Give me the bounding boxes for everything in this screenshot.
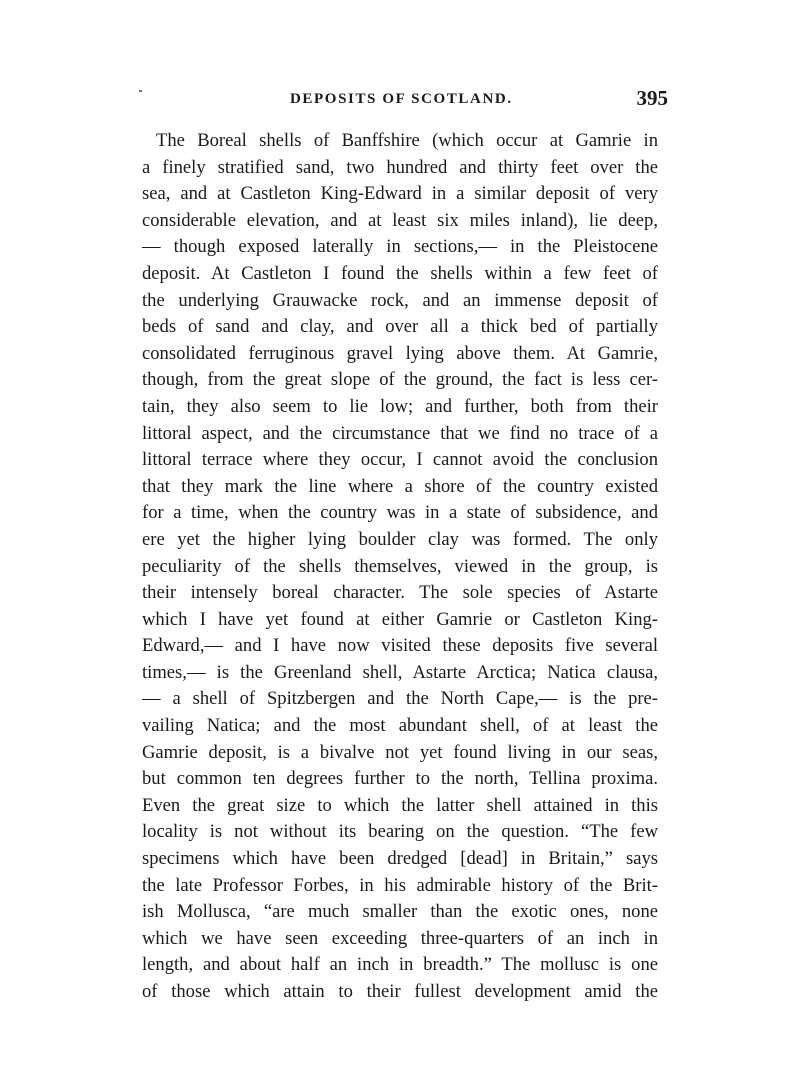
text-line: — a shell of Spitzbergen and the North Cape,— is the pre-: [142, 688, 658, 710]
text-line: the late Professor Forbes, in his admirable history of the Brit-: [142, 874, 658, 896]
text-line: tain, they also seem to lie low; and further, both from their: [142, 395, 658, 417]
text-line: specimens which have been dredged [dead] in Britain,” says: [142, 848, 658, 870]
text-line: The Boreal shells of Banffshire (which occur at Gamrie in: [156, 130, 658, 151]
text-line: which we have seen exceeding three-quarters of an inch in: [142, 927, 658, 949]
text-line: considerable elevation, and at least six miles inland), lie deep,: [142, 209, 658, 231]
text-line: the underlying Grauwacke rock, and an immense deposit of: [142, 289, 658, 311]
text-line: beds of sand and clay, and over all a thick bed of partially: [142, 316, 658, 338]
text-line: locality is not without its bearing on the question. “The few: [142, 821, 658, 843]
text-line: vailing Natica; and the most abundant shell, of at least the: [142, 715, 658, 737]
text-line: which I have yet found at either Gamrie or Castleton King-: [142, 608, 658, 630]
text-line: times,— is the Greenland shell, Astarte Arctica; Natica clausa,: [142, 661, 658, 683]
text-line: for a time, when the country was in a state of subsidence, and: [142, 502, 658, 524]
running-head: [142, 88, 668, 114]
text-line: — though exposed laterally in sections,— in the Pleistocene: [142, 236, 658, 258]
text-line: peculiarity of the shells themselves, viewed in the group, is: [142, 555, 658, 577]
page-number: 395: [636, 86, 668, 110]
text-line: of those which attain to their fullest development amid the: [142, 981, 658, 1002]
text-line: but common ten degrees further to the north, Tellina proxima.: [142, 768, 658, 790]
text-line: though, from the great slope of the ground, the fact is less cer-: [142, 369, 658, 391]
text-line: deposit. At Castleton I found the shells within a few feet of: [142, 262, 658, 284]
text-line: Gamrie deposit, is a bivalve not yet found living in our seas,: [142, 741, 658, 763]
text-line: ish Mollusca, “are much smaller than the exotic ones, none: [142, 901, 658, 923]
text-line: a finely stratified sand, two hundred and thirty feet over the: [142, 156, 658, 178]
text-line: ere yet the higher lying boulder clay was formed. The only: [142, 528, 658, 550]
text-line: littoral aspect, and the circumstance that we find no trace of a: [142, 422, 658, 444]
body-paragraph: [142, 128, 658, 1006]
text-line: Edward,— and I have now visited these deposits five several: [142, 635, 658, 657]
text-line: consolidated ferruginous gravel lying above them. At Gamrie,: [142, 342, 658, 364]
running-title: DEPOSITS OF SCOTLAND.: [290, 91, 513, 107]
text-line: sea, and at Castleton King-Edward in a similar deposit of very: [142, 183, 658, 205]
text-line: littoral terrace where they occur, I cannot avoid the conclusion: [142, 449, 658, 471]
text-line: their intensely boreal character. The sole species of Astarte: [142, 582, 658, 604]
text-line: Even the great size to which the latter shell attained in this: [142, 794, 658, 816]
text-line: length, and about half an inch in breadth.” The mollusc is one: [142, 954, 658, 976]
text-line: that they mark the line where a shore of the country existed: [142, 475, 658, 497]
